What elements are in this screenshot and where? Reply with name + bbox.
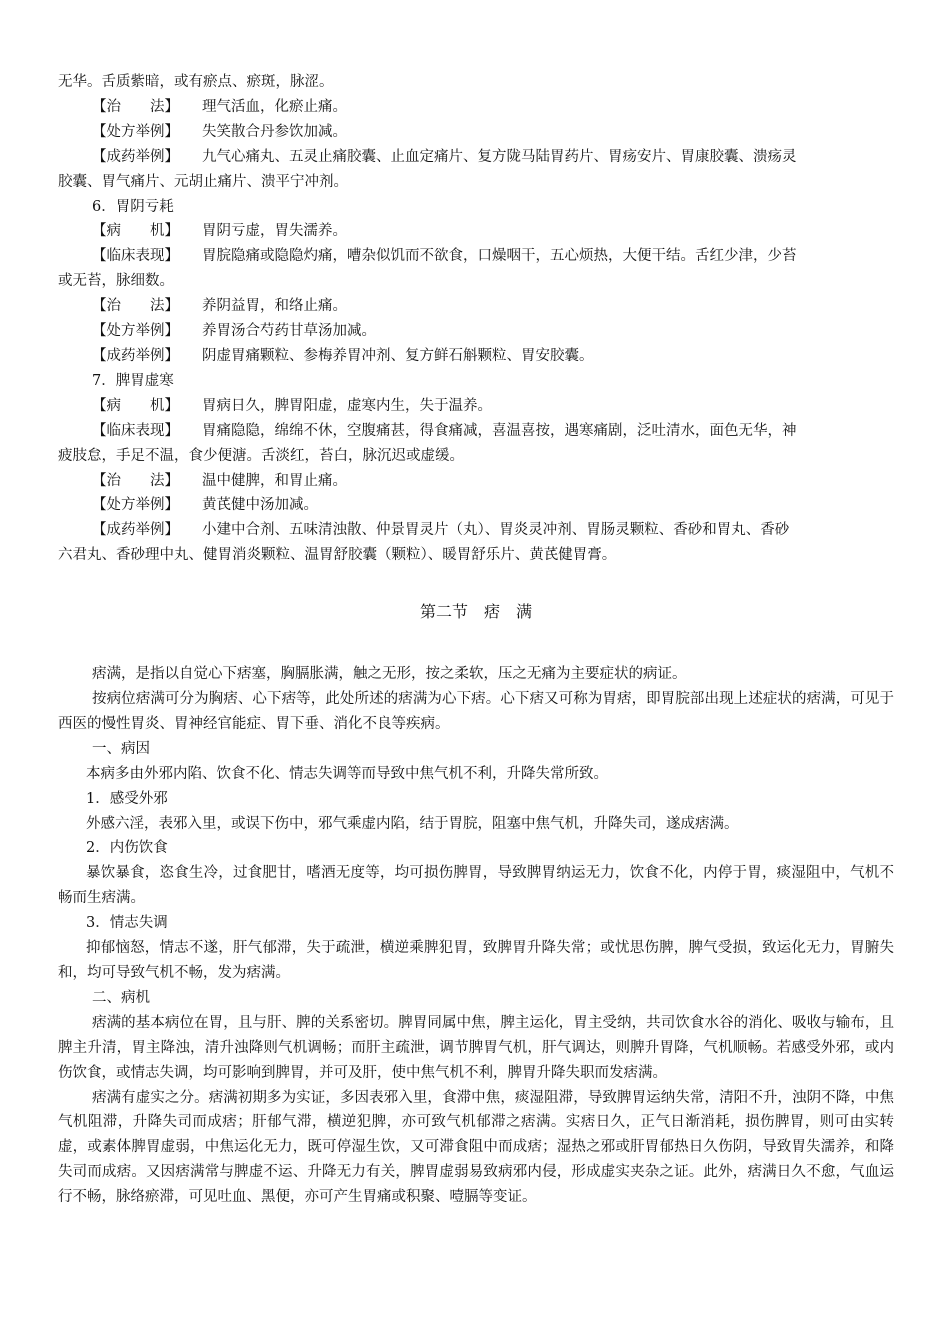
entry-text: 胃脘隐痛或隐隐灼痛，嘈杂似饥而不欲食，口燥咽干，五心烦热，大便干结。舌红少津，少苔 — [202, 248, 797, 265]
text-line: 无华。舌质紫暗，或有瘀点、瘀斑，脉涩。 — [58, 74, 334, 90]
entry-pathogenesis — [58, 394, 894, 419]
subheading: 二、病机 — [92, 989, 150, 1006]
paragraph: 本病多由外邪内陷、饮食不化、情志失调等而导致中焦气机不利，升降失常所致。 — [86, 765, 608, 782]
entry-text: 胃病日久，脾胃阳虚，虚寒内生，失于温养。 — [202, 397, 492, 414]
subsection-title: 7．脾胃虚寒 — [92, 372, 174, 389]
entry-label: 【病 机】 — [92, 223, 179, 240]
entry-label: 【成药举例】 — [92, 347, 179, 364]
paragraph: 痞满有虚实之分。痞满初期多为实证，多因表邪入里，食滞中焦，痰湿阻滞，导致脾胃运纳失常，清阳不升，浊阴不降，中焦气机阻滞，升降失司而成痞；肝郁气滞，横逆犯脾，亦可致气机郁滞之痞满。实痞日久，正气日渐消耗，损伤脾胃，则可由实转虚，或素体脾胃虚弱，中焦运化无力，既可停湿生饮，又可滞食阻中而成痞；湿热之邪或肝胃郁热日久伤阴，导致胃失濡养，和降失司而成痞。又因痞满常与脾虚不运、升降无力有关，脾胃虚弱易致病邪内侵，形成虚实夹杂之证。此外，痞满日久不愈，气血运行不畅，脉络瘀滞，可见吐血、黑便，亦可产生胃痛或积聚、噎膈等变证。 — [58, 1089, 894, 1206]
entry-label: 【处方举例】 — [92, 497, 179, 514]
paragraph: 痞满，是指以自觉心下痞塞，胸膈胀满，触之无形，按之柔软，压之无痛为主要症状的病证。 — [92, 666, 687, 683]
subsection-title: 1．感受外邪 — [86, 790, 168, 807]
subsection-title: 2．内伤饮食 — [86, 840, 168, 857]
entry-patent-medicine — [58, 344, 894, 369]
entry-treatment — [58, 95, 894, 120]
text-line: 胶囊、胃气痛片、元胡止痛片、溃平宁冲剂。 — [58, 173, 348, 190]
entry-text: 温中健脾，和胃止痛。 — [202, 472, 347, 489]
entry-patent-medicine — [58, 518, 894, 543]
section-heading: 第二节 痞 满 — [419, 602, 532, 622]
entry-text: 养阴益胃，和络止痛。 — [202, 298, 347, 315]
paragraph: 痞满的基本病位在胃，且与肝、脾的关系密切。脾胃同属中焦，脾主运化，胃主受纳，共司饮食水谷的消化、吸收与输布，且脾主升清，胃主降浊，清升浊降则气机调畅；而肝主疏泄，调节脾胃气机，肝气调达，则脾升胃降，气机顺畅。若感受外邪，或内伤饮食，或情志失调，均可影响到脾胃，并可及肝，使中焦气机不利，脾胃升降失职而发痞满。 — [58, 1014, 894, 1081]
entry-clinical — [58, 244, 894, 269]
subheading: 一、病因 — [92, 740, 150, 757]
entry-prescription — [58, 319, 894, 344]
entry-text: 小建中合剂、五味清浊散、仲景胃灵片（丸）、胃炎灵冲剂、胃肠灵颗粒、香砂和胃丸、香砂 — [202, 522, 790, 539]
entry-treatment — [58, 469, 894, 494]
entry-pathogenesis — [58, 219, 894, 244]
entry-prescription — [58, 120, 894, 145]
entry-text: 黄芪健中汤加减。 — [202, 497, 318, 514]
entry-text: 胃痛隐隐，绵绵不休，空腹痛甚，得食痛减，喜温喜按，遇寒痛剧，泛吐清水，面色无华，神 — [202, 422, 797, 439]
entry-label: 【成药举例】 — [92, 148, 179, 165]
entry-clinical — [58, 419, 894, 444]
paragraph: 抑郁恼怒，情志不遂，肝气郁滞，失于疏泄，横逆乘脾犯胃，致脾胃升降失常；或忧思伤脾，脾气受损，致运化无力，胃腑失和，均可导致气机不畅，发为痞满。 — [58, 940, 894, 981]
entry-label: 【治 法】 — [92, 98, 179, 115]
entry-label: 【成药举例】 — [92, 522, 179, 539]
entry-patent-medicine — [58, 145, 894, 170]
entry-label: 【治 法】 — [92, 472, 179, 489]
entry-label: 【临床表现】 — [92, 422, 179, 439]
paragraph: 按病位痞满可分为胸痞、心下痞等，此处所述的痞满为心下痞。心下痞又可称为胃痞，即胃脘部出现上述症状的痞满，可见于西医的慢性胃炎、胃神经官能症、胃下垂、消化不良等疾病。 — [58, 691, 894, 732]
text-line: 六君丸、香砂理中丸、健胃消炎颗粒、温胃舒胶囊（颗粒）、暖胃舒乐片、黄芪健胃膏。 — [58, 547, 617, 564]
entry-label: 【处方举例】 — [92, 123, 179, 140]
paragraph: 暴饮暴食，恣食生冷，过食肥甘，嗜酒无度等，均可损伤脾胃，导致脾胃纳运无力，饮食不化，内停于胃，痰湿阻中，气机不畅而生痞满。 — [58, 865, 894, 907]
document-page — [58, 70, 894, 1210]
entry-label: 【临床表现】 — [92, 248, 179, 265]
entry-label: 【处方举例】 — [92, 323, 179, 340]
text-line: 或无苔，脉细数。 — [58, 273, 174, 290]
entry-text: 九气心痛丸、五灵止痛胶囊、止血定痛片、复方陇马陆胃药片、胃疡安片、胃康胶囊、溃疡灵 — [202, 148, 797, 165]
entry-text: 阴虚胃痛颗粒、参梅养胃冲剂、复方鲜石斛颗粒、胃安胶囊。 — [202, 347, 594, 364]
entry-text: 养胃汤合芍药甘草汤加减。 — [202, 323, 376, 340]
entry-text: 失笑散合丹参饮加减。 — [202, 123, 347, 140]
entry-text: 理气活血，化瘀止痛。 — [202, 98, 347, 115]
entry-prescription — [58, 493, 894, 518]
entry-treatment — [58, 294, 894, 319]
entry-label: 【病 机】 — [92, 397, 179, 414]
text-line: 疲肢怠，手足不温，食少便溏。舌淡红，苔白，脉沉迟或虚缓。 — [58, 447, 464, 464]
subsection-title: 6．胃阴亏耗 — [92, 198, 174, 215]
entry-text: 胃阴亏虚，胃失濡养。 — [202, 223, 347, 240]
entry-label: 【治 法】 — [92, 298, 179, 315]
paragraph: 外感六淫，表邪入里，或误下伤中，邪气乘虚内陷，结于胃脘，阻塞中焦气机，升降失司，遂成痞满。 — [86, 815, 739, 832]
subsection-title: 3．情志失调 — [86, 915, 168, 932]
